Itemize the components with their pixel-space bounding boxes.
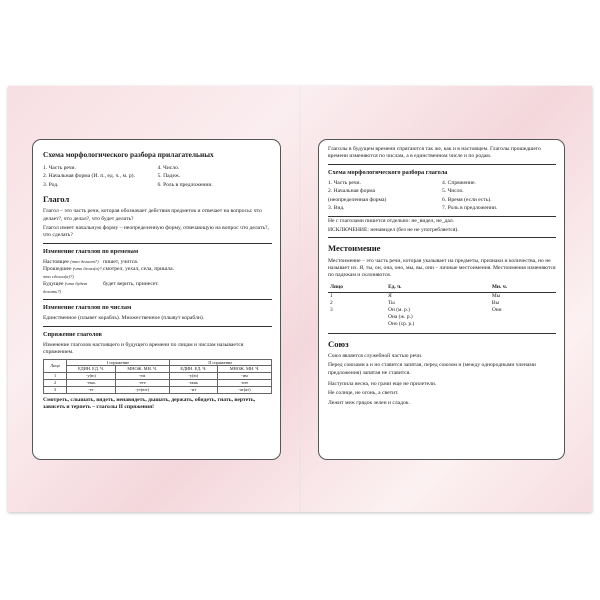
- tense-example: пишет, учится.: [103, 259, 139, 266]
- table-row: 3 -ет -ут(ют) -ит -ат(ят): [44, 386, 272, 393]
- table-row: 1 -у(ю) -ем -у(ю) -им: [44, 373, 272, 380]
- future-tense-text: Глаголы в будущем времени спрягаются так же, как и в настоящем. Глаголы прошедшего времени изменяются по числам, а в единственном числе и по родам.: [328, 146, 541, 160]
- table-subheader: МНОЖ. МН. Ч.: [115, 366, 169, 373]
- list-item: 6. Время (если есть).: [442, 196, 492, 203]
- list-item: 6. Роль в предложении.: [157, 181, 213, 188]
- conjugation-exceptions: Смотреть, слышать, видеть, ненавидеть, дышать, держать, обидеть, гнать, вертеть, зависеть и терпеть – глаголы II спряжения!: [43, 396, 256, 411]
- table-header: Мн. ч.: [490, 283, 556, 293]
- divider: [43, 326, 272, 327]
- table-subheader: ЕДИН. ЕД. Ч.: [169, 366, 217, 373]
- list-item: 3. Род.: [43, 181, 59, 188]
- union-heading: Союз: [328, 338, 349, 349]
- ne-exception-text: ИСКЛЮЧЕНИЕ: ненавидел (без не не употребляется).: [328, 226, 459, 233]
- union-text: Союз является служебной частью речи.: [328, 352, 423, 359]
- ne-rule-text: Не с глаголами пишется отдельно: не_видел, не_дал.: [328, 217, 455, 224]
- list-item: (неопределенная форма): [328, 196, 387, 203]
- pronoun-table: [328, 283, 556, 329]
- verb-scheme-title: Схема морфологического разбора глагола: [328, 168, 448, 176]
- tense-name: Будущее (что будет делать?): [43, 281, 88, 294]
- verb-infinitive-text: Глагол имеет начальную форму – неопределенную форму, отвечающую на вопрос что делать?, что сделать?: [43, 224, 269, 239]
- adjective-scheme-list: [43, 165, 272, 189]
- table-row: 2 -ешь -ете -ишь -ите: [44, 380, 272, 387]
- divider: [328, 333, 556, 334]
- number-text: Единственное (плывет корабль). Множественное (плывут корабли).: [43, 315, 205, 322]
- list-item: 4. Спряжение.: [442, 180, 476, 187]
- example-sentence: Наступила весна, но грачи еще не прилетели.: [328, 380, 437, 387]
- verb-definition: Глагол – это часть речи, которая обозначает действия предметов и отвечает на вопросы: что делает?, что делал?, что будет делать?: [43, 208, 262, 222]
- table-subheader: МНОЖ. МН. Ч.: [218, 366, 272, 373]
- divider: [43, 243, 272, 244]
- left-page-card: [32, 139, 281, 460]
- right-page-card: [318, 139, 565, 460]
- list-item: 2. Начальная форма (И. п., ед. ч., м. р).: [43, 173, 135, 180]
- divider: [328, 164, 556, 165]
- conjugation-table: [43, 359, 272, 394]
- tense-heading: Изменение глаголов по временам: [43, 247, 139, 255]
- conjugation-heading: Спряжение глаголов: [43, 330, 102, 338]
- table-header: Лицо: [44, 359, 67, 373]
- conjugation-text: Изменение глаголов настоящего и будущего времени по лицам и числам называется спряжением.: [43, 341, 244, 356]
- list-item: 5. Падеж.: [157, 173, 181, 180]
- list-item: 4. Число.: [157, 164, 180, 171]
- divider: [43, 299, 272, 300]
- example-sentence: Не солнце, не огонь, а светит.: [328, 390, 399, 397]
- table-subheader: ЕДИН. ЕД. Ч.: [67, 366, 115, 373]
- tense-example: смотрел, уехал, села, пришла.: [103, 266, 174, 273]
- tense-list: [43, 259, 272, 296]
- list-item: 5. Число.: [442, 188, 464, 195]
- table-header: II спряжение: [169, 359, 271, 366]
- tense-name: Настоящее (что делает?): [43, 259, 99, 266]
- table-row: 2 Ты Вы: [330, 300, 500, 307]
- tense-example: будет верить, принесет.: [103, 281, 159, 288]
- list-item: 1. Часть речи.: [328, 180, 361, 187]
- pronoun-definition: Местоимение – это часть речи, которая указывает на предметы, признаки и количества, но не называет их. Я, ты, он, она, оно, мы, вы, они – личные местоимения. Местоимения изменяются по падежам и склоняются.: [328, 257, 556, 279]
- divider: [328, 216, 556, 217]
- adjective-scheme-title: Схема морфологического разбора прилагательных: [43, 150, 214, 159]
- tense-name: Прошедшее (что делал(а)?, что сделал(а)?): [43, 266, 103, 279]
- verb-scheme-list: [328, 180, 556, 213]
- table-header: I спряжение: [67, 359, 169, 366]
- example-sentence: Лежит меж грядок зелен и сладок.: [328, 399, 410, 406]
- divider: [328, 237, 556, 238]
- number-heading: Изменение глаголов по числам: [43, 303, 132, 311]
- list-item: 2. Начальная форма: [328, 188, 376, 195]
- pronoun-heading: Местоимение: [328, 243, 381, 254]
- table-row: 1 Я Мы: [330, 292, 501, 299]
- book-spine: [299, 86, 301, 512]
- list-item: 1. Часть речи.: [43, 164, 76, 171]
- list-item: 7. Роль в предложении.: [442, 205, 498, 212]
- list-item: 3. Вид.: [328, 205, 345, 212]
- table-row: 3 Он (м. р.) Она (ж. р.) Оно (ср. р.) Они: [330, 307, 502, 328]
- table-header: Ед. ч.: [386, 283, 490, 293]
- verb-heading: Глагол: [43, 193, 70, 204]
- table-header: Лицо: [328, 283, 386, 293]
- union-rule: Перед союзами а и но ставится запятая, перед союзом и (между однородными членами предложения) запятая не ставится.: [328, 362, 536, 376]
